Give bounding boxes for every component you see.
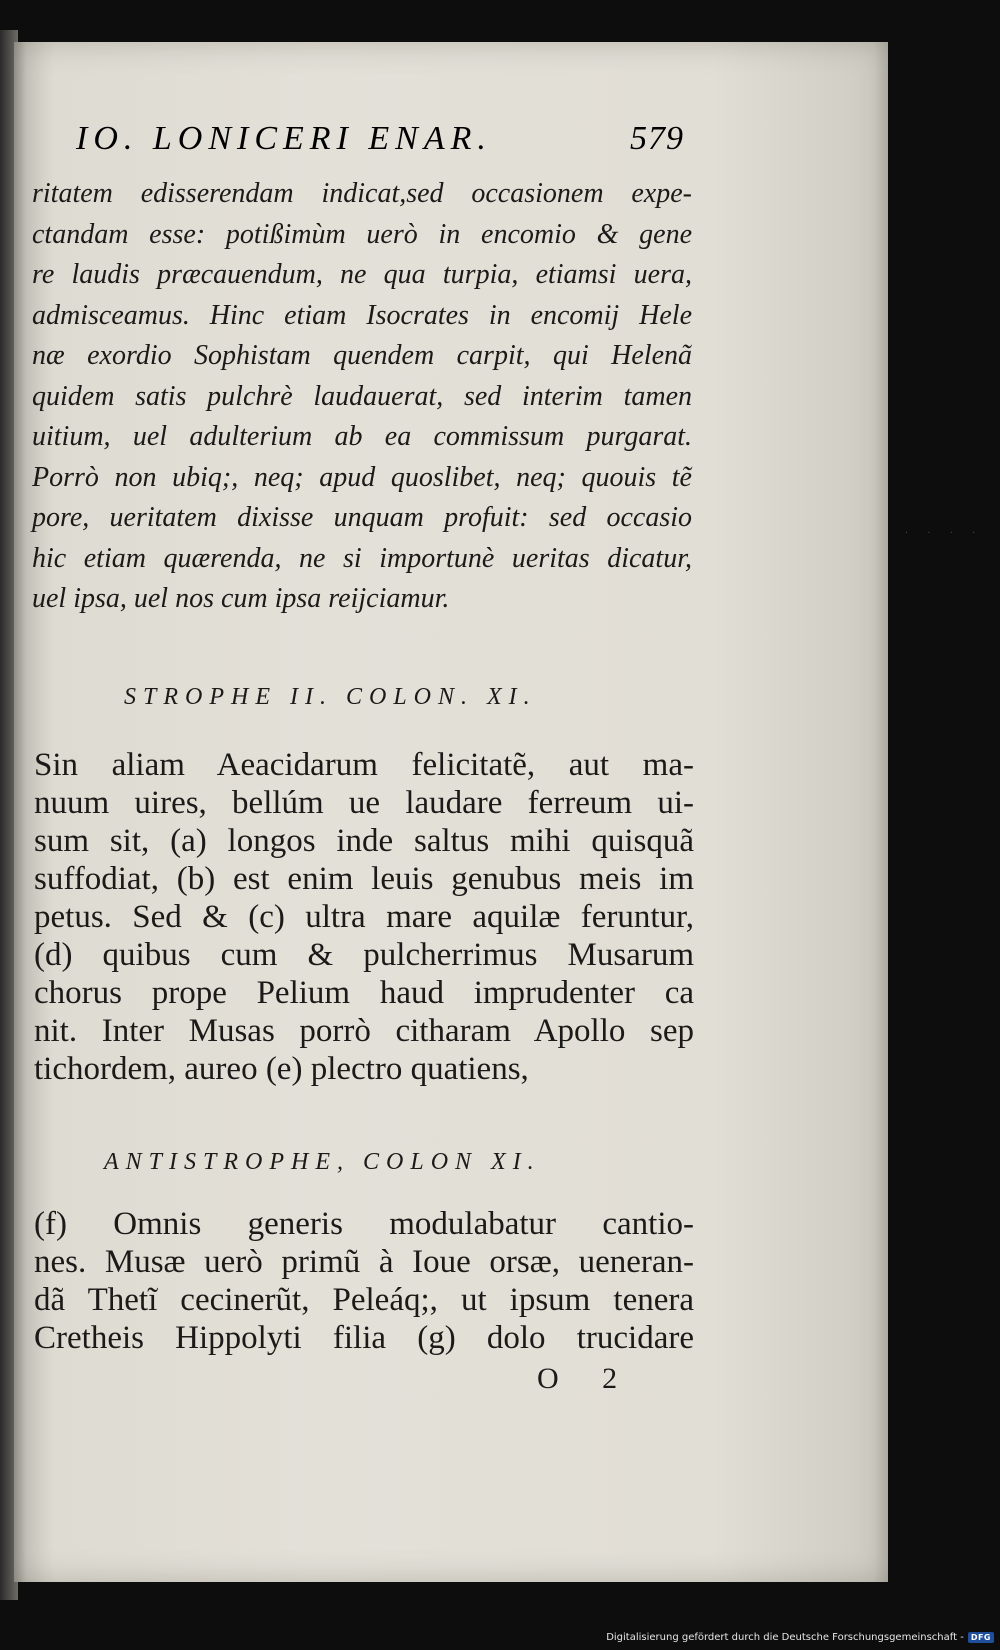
text-line: re laudis præcauendum, ne qua turpia, etiamsi uera, xyxy=(32,259,692,290)
text-line: suffodiat, (b) est enim leuis genubus meis im xyxy=(34,861,694,897)
text-line-last: tichordem, aureo (e) plectro quatiens, xyxy=(34,1051,529,1087)
text-line: nuum uires, bellúm ue laudare ferreum ui- xyxy=(34,785,694,821)
text-line: sum sit, (a) longos inde saltus mihi quisquã xyxy=(34,823,694,859)
text-line: (d) quibus cum & pulcherrimus Musarum xyxy=(34,937,694,973)
section-heading-strophe: STROPHE II. COLON. XI. xyxy=(124,684,537,710)
commentary-paragraph xyxy=(32,174,692,620)
text-line: ritatem edisserendam indicat,sed occasionem expe- xyxy=(32,178,692,209)
text-line-last: uel ipsa, uel nos cum ipsa reijciamur. xyxy=(32,583,450,614)
text-line: petus. Sed & (c) ultra mare aquilæ feruntur, xyxy=(34,899,694,935)
text-line: Cretheis Hippolyti filia (g) dolo trucidare xyxy=(34,1320,694,1356)
translation-paragraph-strophe xyxy=(34,746,694,1088)
digitization-footer xyxy=(606,1630,994,1644)
section-heading-antistrophe: ANTISTROPHE, COLON XI. xyxy=(104,1149,541,1175)
text-line: admisceamus. Hinc etiam Isocrates in encomij Hele xyxy=(32,299,692,331)
signature-mark: O 2 xyxy=(537,1362,636,1395)
text-line: ctandam esse: potißimùm uerò in encomio & gene xyxy=(32,218,692,250)
text-line: Porrò non ubiq;, neq; apud quoslibet, neq; quouis tẽ xyxy=(32,461,692,493)
translation-paragraph-antistrophe xyxy=(34,1205,694,1357)
text-line: nit. Inter Musas porrò citharam Apollo sep xyxy=(34,1013,694,1049)
text-line: (f) Omnis generis modulabatur cantio- xyxy=(34,1206,694,1242)
text-line: Sin aliam Aeacidarum felicitatẽ, aut ma- xyxy=(34,747,694,783)
footer-text: Digitalisierung gefördert durch die Deutsche Forschungsgemeinschaft - xyxy=(606,1631,964,1643)
text-line: uitium, uel adulterium ab ea commissum purgarat. xyxy=(32,421,692,452)
text-line: nes. Musæ uerò primũ à Ioue orsæ, ueneran- xyxy=(34,1244,694,1280)
book-page xyxy=(14,42,888,1582)
text-line: chorus prope Pelium haud imprudenter ca xyxy=(34,975,694,1011)
text-line: næ exordio Sophistam quendem carpit, qui Helenã xyxy=(32,340,692,371)
text-line: dã Thetĩ cecinerũt, Peleáq;, ut ipsum tenera xyxy=(34,1282,694,1318)
page-number: 579 xyxy=(630,120,684,157)
dfg-logo-icon: DFG xyxy=(968,1632,994,1643)
text-line: pore, ueritatem dixisse unquam profuit: sed occasio xyxy=(32,502,692,533)
scan-artifact-dots: · · · · xyxy=(905,528,984,539)
text-line: hic etiam quærenda, ne si importunè ueritas dicatur, xyxy=(32,542,692,574)
text-line: quidem satis pulchrè laudauerat, sed interim tamen xyxy=(32,380,692,412)
running-head-title: IO. LONICERI ENAR. xyxy=(76,120,492,157)
running-head xyxy=(64,120,684,164)
